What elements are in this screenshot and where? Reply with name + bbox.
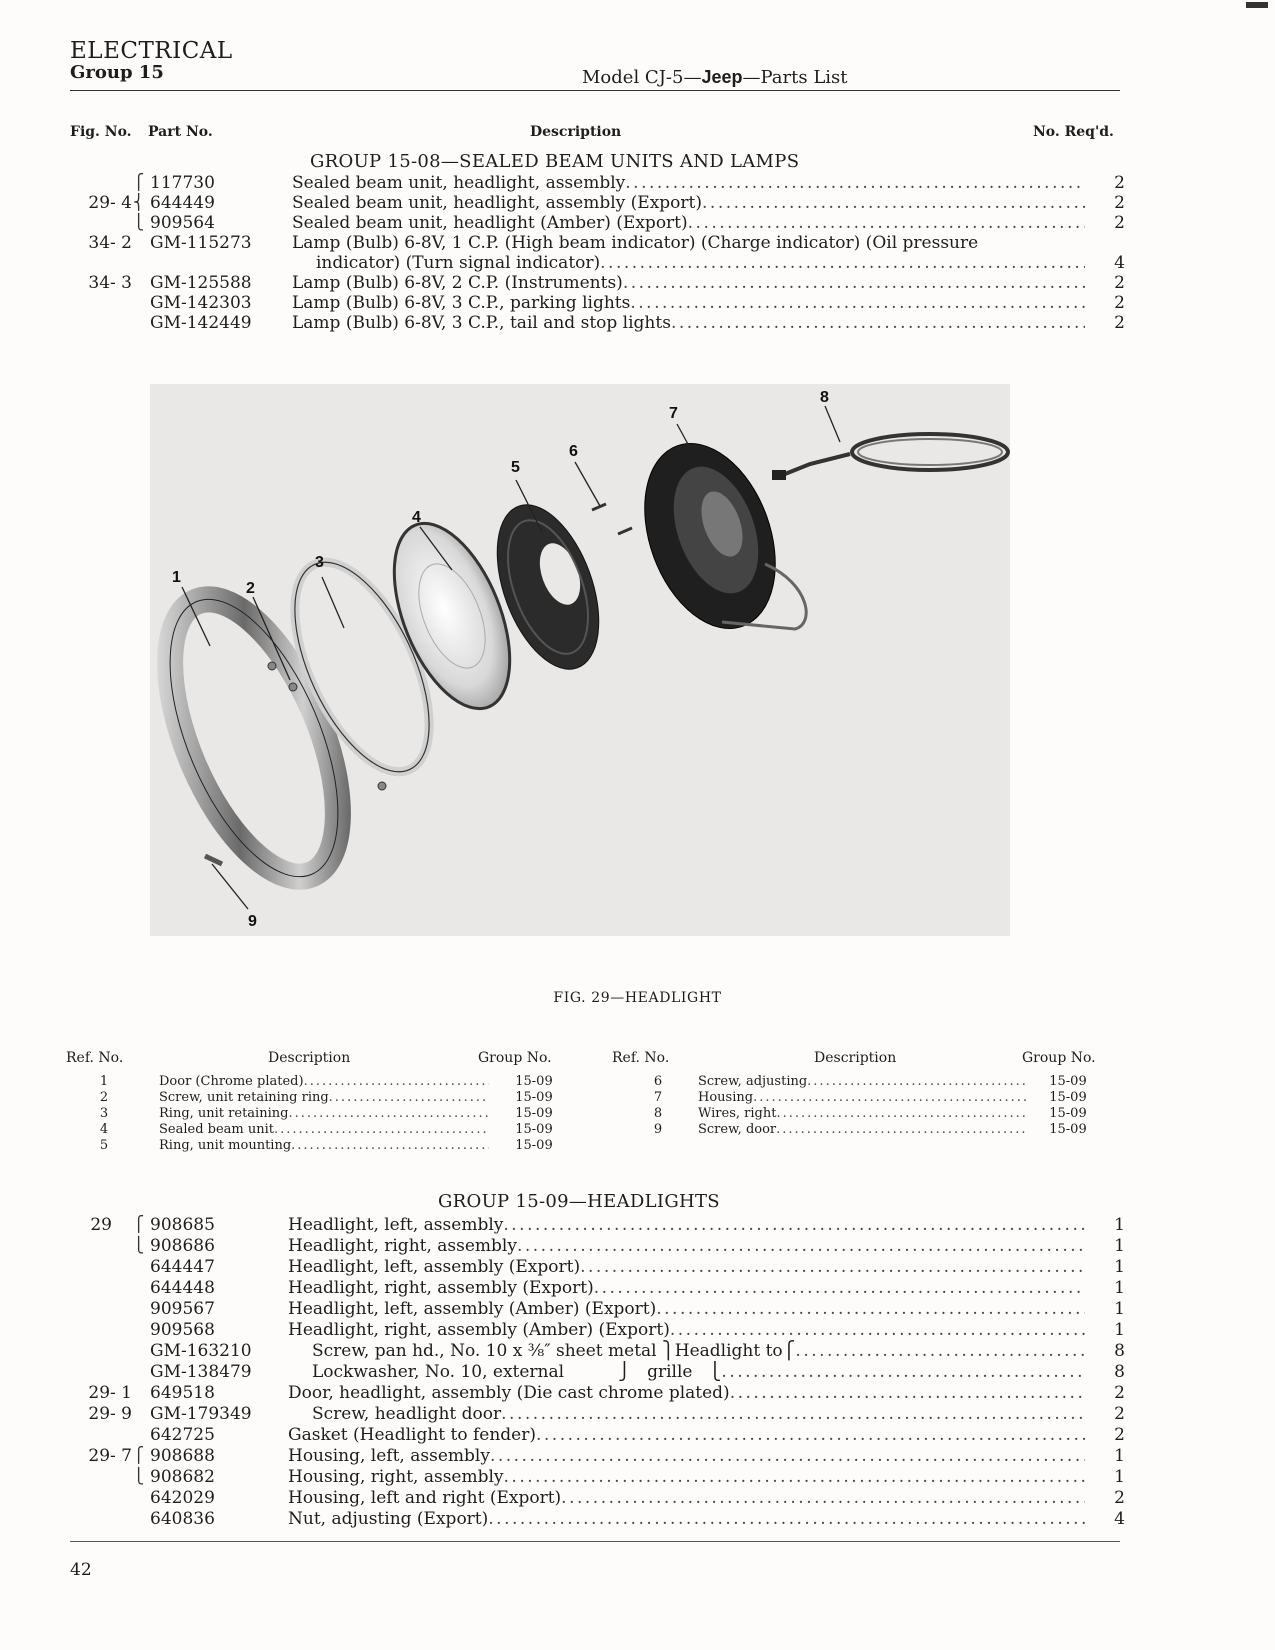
legend-desc: Wires, right: [698, 1106, 777, 1121]
section-title: ELECTRICAL: [70, 38, 233, 64]
brace-open: ⎧: [133, 173, 145, 191]
part-no: GM-125588: [150, 273, 252, 293]
part-no: GM-179349: [150, 1404, 252, 1424]
fig-no: 34- 3: [88, 273, 132, 293]
legend-ref: 8: [653, 1106, 663, 1121]
group-label: Group 15: [70, 62, 164, 83]
legend-group: 15-09: [515, 1106, 553, 1121]
part-description: Sealed beam unit, headlight, assembly: [292, 173, 626, 193]
qty: 4: [1114, 253, 1125, 273]
adjusting-screws: [592, 504, 632, 534]
part-no: 644449: [150, 193, 215, 213]
qty: 2: [1114, 1425, 1125, 1445]
model-suffix: —Parts List: [742, 67, 848, 88]
leader-dots: [517, 1236, 1085, 1256]
qty: 2: [1114, 293, 1125, 313]
fig-no: 29- 9: [88, 1404, 132, 1424]
leader-dots: [600, 253, 1085, 273]
part-description: Headlight, left, assembly (Export): [288, 1257, 581, 1277]
table-row: [70, 1362, 1125, 1382]
qty: 2: [1114, 193, 1125, 213]
part-description: Lamp (Bulb) 6-8V, 3 C.P., parking lights: [292, 293, 631, 313]
qty: 1: [1114, 1446, 1125, 1466]
leader-dots: [807, 1074, 1028, 1089]
leader-dots: [561, 1488, 1085, 1508]
legend-group: 15-09: [1049, 1074, 1087, 1089]
table-row: [70, 193, 1125, 213]
housing: [621, 425, 806, 646]
headlight-exploded-illustration: [150, 384, 1010, 936]
table-row: [70, 1467, 1125, 1487]
qty: 4: [1114, 1509, 1125, 1529]
leader-dots: [688, 213, 1085, 233]
legend-group-head-right: Group No.: [1022, 1050, 1096, 1066]
qty: 1: [1114, 1299, 1125, 1319]
part-description: Housing, right, assembly: [288, 1467, 504, 1487]
table-row: [70, 1299, 1125, 1319]
callout-4: 4: [412, 509, 421, 526]
legend-ref: 7: [653, 1090, 663, 1105]
legend-desc: Housing: [698, 1090, 754, 1105]
part-no: 908686: [150, 1236, 215, 1256]
leader-dots: [329, 1090, 489, 1105]
leader-dots: [753, 1090, 1028, 1105]
part-description: Nut, adjusting (Export): [288, 1509, 489, 1529]
legend-ref-head-left: Ref. No.: [66, 1050, 124, 1066]
legend-group: 15-09: [1049, 1090, 1087, 1105]
leader-dots: [580, 1257, 1085, 1277]
part-no: 644447: [150, 1257, 215, 1277]
part-no: 649518: [150, 1383, 215, 1403]
model-prefix: Model CJ-5—: [582, 67, 702, 88]
footer-rule: [70, 1541, 1120, 1542]
leader-dots: [274, 1122, 489, 1137]
legend-desc: Door (Chrome plated): [159, 1074, 304, 1089]
part-description: Headlight, right, assembly (Export): [288, 1278, 594, 1298]
model-brand: Jeep: [701, 67, 743, 87]
leader-dots: [670, 1320, 1085, 1340]
part-description: Headlight, left, assembly: [288, 1215, 504, 1235]
part-no: 908685: [150, 1215, 215, 1235]
leader-dots: [702, 193, 1085, 213]
leader-dots: [730, 1383, 1085, 1403]
legend-ref: 3: [99, 1106, 109, 1121]
part-no: GM-163210: [150, 1341, 252, 1361]
legend-desc: Screw, unit retaining ring: [159, 1090, 329, 1105]
part-no: 644448: [150, 1278, 215, 1298]
legend-ref: 5: [99, 1138, 109, 1153]
qty: 2: [1114, 1404, 1125, 1424]
legend-desc: Screw, adjusting: [698, 1074, 808, 1089]
part-description: Gasket (Headlight to fender): [288, 1425, 536, 1445]
figure-caption: FIG. 29—HEADLIGHT: [553, 990, 722, 1006]
part-description: Screw, pan hd., No. 10 x ⅜″ sheet metal ⎫Headlight to⎧: [312, 1341, 796, 1361]
brace-open: ⎧: [133, 1446, 145, 1464]
part-no: 908688: [150, 1446, 215, 1466]
leader-dots: [291, 1138, 489, 1153]
part-description: Lamp (Bulb) 6-8V, 1 C.P. (High beam indicator) (Charge indicator) (Oil pressure: [292, 233, 979, 253]
brace-open: ⎧: [133, 1215, 145, 1233]
part-description: Housing, left, assembly: [288, 1446, 490, 1466]
scan-corner-mark: [1246, 2, 1268, 8]
qty: 2: [1114, 213, 1125, 233]
brace-close: ⎩: [133, 213, 145, 231]
table-row: [70, 1383, 1125, 1403]
legend-ref: 9: [653, 1122, 663, 1137]
part-description: Lamp (Bulb) 6-8V, 2 C.P. (Instruments): [292, 273, 623, 293]
legend-group: 15-09: [1049, 1122, 1087, 1137]
table-row: [70, 1446, 1125, 1466]
qty: 1: [1114, 1236, 1125, 1256]
qty: 2: [1114, 273, 1125, 293]
table-row: [70, 1404, 1125, 1424]
legend-desc: Sealed beam unit: [159, 1122, 275, 1137]
qty: 1: [1114, 1320, 1125, 1340]
table-row: [70, 233, 1125, 253]
leader-dots: [721, 1362, 1085, 1382]
leader-dots: [504, 1467, 1085, 1487]
fig-no: 29- 4: [88, 193, 132, 213]
legend-ref: 2: [99, 1090, 109, 1105]
part-no: 909564: [150, 213, 215, 233]
group-15-08-title: GROUP 15-08—SEALED BEAM UNITS AND LAMPS: [310, 151, 800, 172]
legend-ref-head-right: Ref. No.: [612, 1050, 670, 1066]
qty: 1: [1114, 1257, 1125, 1277]
leader-dots: [304, 1074, 489, 1089]
part-description: Door, headlight, assembly (Die cast chrome plated): [288, 1383, 730, 1403]
callout-1: 1: [172, 569, 181, 586]
qty: 2: [1114, 173, 1125, 193]
leader-dots: [536, 1425, 1085, 1445]
brace-close: ⎩: [133, 1236, 145, 1254]
table-row: [70, 1320, 1125, 1340]
col-head-no-reqd: No. Req'd.: [1033, 124, 1114, 140]
legend-ref: 6: [653, 1074, 663, 1089]
legend-desc: Ring, unit retaining: [159, 1106, 289, 1121]
qty: 1: [1114, 1215, 1125, 1235]
group-15-09-title: GROUP 15-09—HEADLIGHTS: [438, 1191, 720, 1212]
callout-8: 8: [820, 389, 829, 406]
door-screw: [205, 856, 222, 864]
legend-ref: 1: [99, 1074, 109, 1089]
leader-dots: [490, 1446, 1085, 1466]
table-row: [70, 1236, 1125, 1256]
legend-desc-head-left: Description: [268, 1050, 351, 1066]
part-description: Headlight, right, assembly: [288, 1236, 517, 1256]
leader-dots: [288, 1106, 489, 1121]
qty: 1: [1114, 1278, 1125, 1298]
legend-group: 15-09: [515, 1090, 553, 1105]
qty: 2: [1114, 1383, 1125, 1403]
table-row: [70, 1257, 1125, 1277]
leader-dots: [623, 273, 1085, 293]
fig-no: 29- 1: [88, 1383, 132, 1403]
table-row: [70, 253, 1125, 273]
callout-7: 7: [669, 405, 678, 422]
legend-group: 15-09: [515, 1138, 553, 1153]
qty: 8: [1114, 1341, 1125, 1361]
part-no: GM-142303: [150, 293, 252, 313]
part-description: Screw, headlight door: [312, 1404, 502, 1424]
header-rule: [70, 90, 1120, 91]
callout-5: 5: [511, 459, 520, 476]
part-no: GM-142449: [150, 313, 252, 333]
leader-dots: [776, 1122, 1028, 1137]
brace-close: ⎩: [133, 1467, 145, 1485]
table-row: [70, 273, 1125, 293]
table-row: [70, 1341, 1125, 1361]
leader-dots: [656, 1299, 1085, 1319]
leader-dots: [501, 1404, 1085, 1424]
col-head-fig-no: Fig. No.: [70, 124, 132, 140]
brace-mid: ⎨: [133, 193, 145, 211]
callout-3: 3: [315, 554, 324, 571]
part-no: 909567: [150, 1299, 215, 1319]
part-description: Sealed beam unit, headlight, assembly (Export): [292, 193, 703, 213]
fig-no: 29: [90, 1215, 112, 1235]
part-no: 117730: [150, 173, 215, 193]
table-row: [70, 1278, 1125, 1298]
qty: 1: [1114, 1467, 1125, 1487]
table-row: [70, 173, 1125, 193]
table-row: [70, 293, 1125, 313]
fig-no: 34- 2: [88, 233, 132, 253]
part-description: indicator) (Turn signal indicator): [316, 253, 601, 273]
leader-dots: [503, 1215, 1085, 1235]
callout-2: 2: [246, 580, 255, 597]
legend-desc: Ring, unit mounting: [159, 1138, 292, 1153]
part-no: 642725: [150, 1425, 215, 1445]
legend-group: 15-09: [1049, 1106, 1087, 1121]
col-head-part-no: Part No.: [148, 124, 213, 140]
leader-dots: [630, 293, 1085, 313]
leader-dots: [488, 1509, 1085, 1529]
door-part: [150, 576, 373, 900]
legend-group-head-left: Group No.: [478, 1050, 552, 1066]
legend-group: 15-09: [515, 1122, 553, 1137]
page-number: 42: [70, 1560, 92, 1580]
part-no: 642029: [150, 1488, 215, 1508]
callout-6: 6: [569, 443, 578, 460]
qty: 2: [1114, 1488, 1125, 1508]
part-description: Lamp (Bulb) 6-8V, 3 C.P., tail and stop lights: [292, 313, 671, 333]
part-description: Housing, left and right (Export): [288, 1488, 562, 1508]
part-description: Sealed beam unit, headlight (Amber) (Export): [292, 213, 688, 233]
table-row: [70, 313, 1125, 333]
legend-desc: Screw, door: [698, 1122, 777, 1137]
leader-dots: [776, 1106, 1028, 1121]
part-no: 640836: [150, 1509, 215, 1529]
leader-dots: [671, 313, 1085, 333]
leader-dots: [594, 1278, 1085, 1298]
fig-no: 29- 7: [88, 1446, 132, 1466]
part-no: 908682: [150, 1467, 215, 1487]
part-no: GM-115273: [150, 233, 252, 253]
table-row: [70, 1509, 1125, 1529]
leader-dots: [795, 1341, 1085, 1361]
part-description: Headlight, right, assembly (Amber) (Export): [288, 1320, 670, 1340]
part-no: GM-138479: [150, 1362, 252, 1382]
legend-ref: 4: [99, 1122, 109, 1137]
wire-harness: [772, 434, 1008, 480]
qty: 2: [1114, 313, 1125, 333]
model-line: [582, 67, 848, 88]
table-row: [70, 1215, 1125, 1235]
table-row: [70, 1488, 1125, 1508]
legend-desc-head-right: Description: [814, 1050, 897, 1066]
table-row: [70, 213, 1125, 233]
qty: 8: [1114, 1362, 1125, 1382]
callout-9: 9: [248, 913, 257, 930]
table-row: [70, 1425, 1125, 1445]
part-description: Headlight, left, assembly (Amber) (Export): [288, 1299, 657, 1319]
leader-dots: [625, 173, 1085, 193]
col-head-description: Description: [530, 124, 622, 140]
part-description: Lockwasher, No. 10, external ⎭ grille ⎩: [312, 1362, 722, 1382]
part-no: 909568: [150, 1320, 215, 1340]
legend-group: 15-09: [515, 1074, 553, 1089]
